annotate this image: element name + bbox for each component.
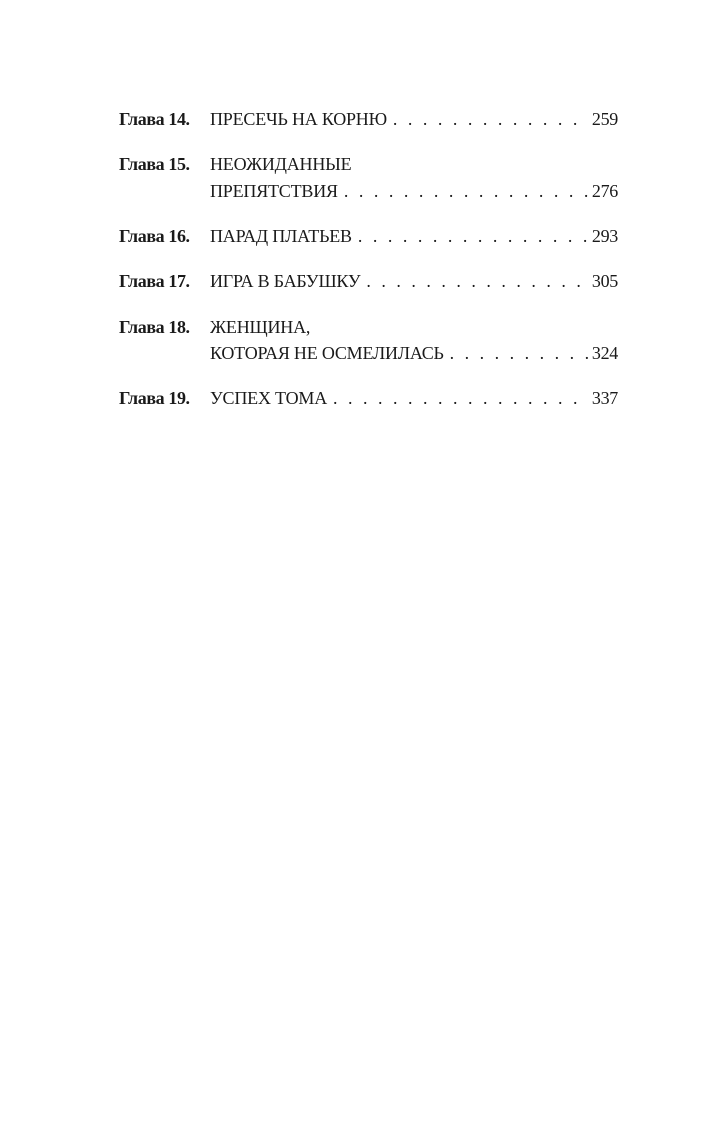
page-number: 337 <box>591 388 618 408</box>
chapter-label: Глава 14. <box>119 109 190 129</box>
toc-line <box>210 225 618 247</box>
chapter-label: Глава 17. <box>119 271 190 291</box>
toc-line <box>210 180 618 202</box>
chapter-title-line-1: НЕОЖИДАННЫЕ <box>210 154 352 174</box>
toc-line <box>210 153 618 175</box>
page-number: 276 <box>591 181 618 201</box>
dot-leader <box>333 387 588 409</box>
page-number: 305 <box>591 271 618 291</box>
toc-line <box>210 108 618 130</box>
page-number: 259 <box>591 109 618 129</box>
chapter-title-line-1: ЖЕНЩИНА, <box>210 317 311 337</box>
page-number: 293 <box>591 226 618 246</box>
chapter-title-line-2: ПРЕПЯТСТВИЯ <box>210 181 338 201</box>
chapter-label: Глава 19. <box>119 388 190 408</box>
chapter-label: Глава 15. <box>119 154 190 174</box>
toc-line <box>210 342 618 364</box>
page-number: 324 <box>591 343 618 363</box>
chapter-title: УСПЕХ ТОМА <box>210 388 328 408</box>
chapter-title: ПАРАД ПЛАТЬЕВ <box>210 226 352 246</box>
chapter-title-line-2: КОТОРАЯ НЕ ОСМЕЛИЛАСЬ <box>210 343 444 363</box>
chapter-title: ПРЕСЕЧЬ НА КОРНЮ <box>210 109 387 129</box>
dot-leader <box>450 342 588 364</box>
toc-line <box>210 270 618 292</box>
chapter-label: Глава 16. <box>119 226 190 246</box>
toc-line <box>210 387 618 409</box>
dot-leader <box>366 270 587 292</box>
chapter-label: Глава 18. <box>119 317 190 337</box>
dot-leader <box>344 180 588 202</box>
chapter-title: ИГРА В БАБУШКУ <box>210 271 361 291</box>
toc-line <box>210 316 618 338</box>
dot-leader <box>358 225 588 247</box>
dot-leader <box>393 108 588 130</box>
